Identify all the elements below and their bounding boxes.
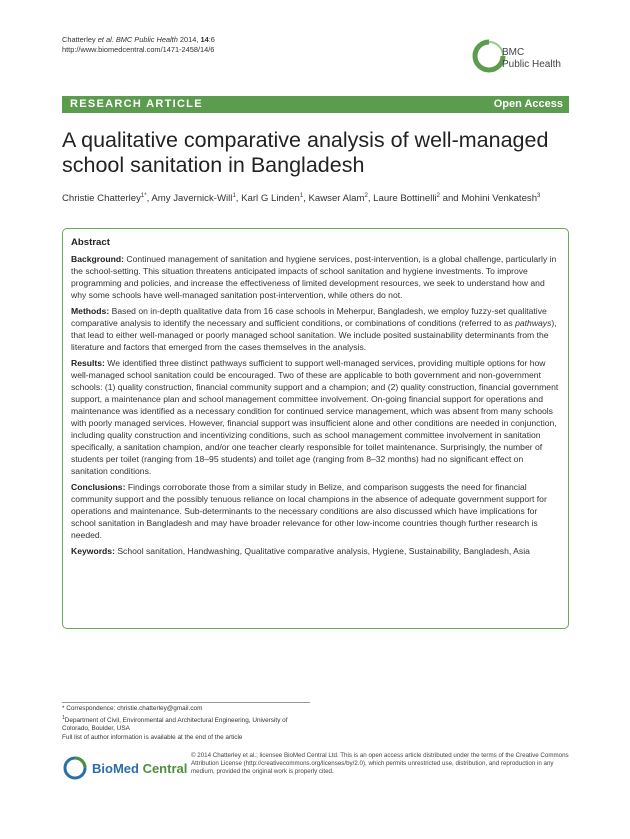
article-url[interactable]: http://www.biomedcentral.com/1471-2458/14/6 <box>62 45 215 54</box>
author-separator: , <box>367 193 374 205</box>
author-name[interactable]: Christie Chatterley <box>62 193 141 205</box>
author-affiliation-sup: 2 <box>364 193 368 199</box>
section-label: Results: <box>71 358 105 368</box>
journal-logo-icon <box>472 39 506 73</box>
citation-line <box>62 35 215 45</box>
author-name[interactable]: Amy Javernick-Will <box>151 193 233 205</box>
license-text: © 2014 Chatterley et al.; licensee BioMed Central Ltd. This is an open access article distributed under the terms of the Creative Commons Attribution License (http://creativecommons.org/licenses/by/2.0), which permits unrestricted use, distribution, and reproduction in any medium, provided the original work is properly cited. <box>191 752 569 776</box>
section-text: Findings corroborate those from a similar study in Belize, and comparison suggests the need for financial community support and the possibly tenuous reliance on local champions in the absence of adequate government support for operations and maintenance. Sub-determinants to the necessary conditions are also discussed which have implications for school sanitation in Bangladesh and may have broader relevance for other low-income countries though further research is needed. <box>71 482 547 540</box>
abstract-methods <box>71 305 561 353</box>
section-text: School sanitation, Handwashing, Qualitative comparative analysis, Hygiene, Sustainability, Bangladesh, Asia <box>114 546 530 556</box>
affiliation-text: Department of Civil, Environmental and Architectural Engineering, University of Colorado, Boulder, USA <box>62 716 288 733</box>
open-access-label: Open Access <box>493 98 563 110</box>
author-affiliation-sup: 3 <box>537 193 541 199</box>
author-name[interactable]: Kawser Alam <box>308 193 365 205</box>
author-affiliation-sup: 2 <box>436 193 440 199</box>
author-name[interactable]: Mohini Venkatesh <box>461 193 538 205</box>
abstract-box <box>62 228 569 629</box>
section-label: Background: <box>71 254 124 264</box>
journal-logo-line2: Public Health <box>502 59 561 70</box>
abstract-heading: Abstract <box>71 237 110 248</box>
section-text: ), that lead to either well-managed or poorly managed school sanitation. We include posited sustainability determinants from the literature and factors that emerged from the cases themselves in the analysis. <box>71 318 557 352</box>
citation-page: :6 <box>208 35 215 44</box>
article-title: A qualitative comparative analysis of well-managed school sanitation in Bangladesh <box>62 128 549 177</box>
publisher-name-b: Central <box>138 761 188 776</box>
author-affiliation-sup: 1* <box>140 193 147 199</box>
abstract-results <box>71 357 561 477</box>
footnote-divider <box>62 702 310 703</box>
abstract-background <box>71 253 561 301</box>
author-list <box>62 190 582 205</box>
author-separator: and <box>439 193 462 205</box>
author-affiliation-sup: 1 <box>232 193 236 199</box>
citation-authors: Chatterley <box>62 35 98 44</box>
journal-logo-text <box>502 47 561 71</box>
citation-year: 2014, <box>177 35 201 44</box>
journal-logo <box>472 37 582 83</box>
section-text: Based on in-depth qualitative data from 16 case schools in Meherpur, Bangladesh, we employ fuzzy-set qualitative comparative analysis to identify the necessary and sufficient conditions, or combinations of conditions (referred to as <box>71 306 547 328</box>
author-separator: , <box>146 193 152 205</box>
citation-header <box>62 35 215 55</box>
publisher-name-a: BioMed <box>92 761 139 776</box>
abstract-conclusions <box>71 481 561 541</box>
biomed-central-logo-icon <box>62 755 88 781</box>
abstract-keywords <box>71 545 561 557</box>
section-text: We identified three distinct pathways sufficient to support well-managed services, providing multiple options for how well-managed school sanitation could be encouraged. Two of these are applicable to both government and non-government schools: (1) quality construction, financial community support and a champion; and (2) quality construction, financial government support, a maintenance plan and school management committee involvement. On-going financial support for operations and maintenance was identified as a necessary condition for continued service management, which was absent from many schools with poorly managed services. However, financial support was insufficient alone and other conditions are needed in conjunction, including quality construction and incentivizing conditions, such as school management committee involvement in sanitation specifically, a sanitation champion, and/or one teacher clearly responsible for toilet maintenance. Surprisingly, the number of students per toilet (ranging from 18–95 students) and toilet age (ranging from 8–32 months) had no significant effect on sanitation conditions. <box>71 358 559 476</box>
affiliation-note <box>62 714 312 734</box>
correspondence-note[interactable]: * Correspondence: christie.chatterley@gmail.com <box>62 705 203 712</box>
section-text-italic: pathways <box>515 318 552 328</box>
publisher-logo <box>62 755 188 783</box>
section-label: Methods: <box>71 306 110 316</box>
article-type-banner <box>62 96 569 113</box>
abstract-body <box>71 253 561 561</box>
section-text: Continued management of sanitation and hygiene services, post-intervention, is a global challenge, particularly in the school-setting. This situation threatens anticipated impacts of school sanitation and hygiene investments. To improve programming and policies, and increase the effectiveness of limited development resources, we seek to understand how and why some schools have well-managed sanitation post-intervention, while others do not. <box>71 254 557 300</box>
author-name[interactable]: Karl G Linden <box>241 193 300 205</box>
section-label: Conclusions: <box>71 482 126 492</box>
article-type-label: RESEARCH ARTICLE <box>70 98 203 110</box>
author-separator: , <box>303 193 309 205</box>
author-separator: , <box>235 193 242 205</box>
affiliation-sup: 1 <box>62 714 65 721</box>
footnotes <box>62 705 312 743</box>
publisher-name <box>92 761 187 776</box>
citation-volume: 14 <box>200 35 209 44</box>
author-info-note: Full list of author information is available at the end of the article <box>62 733 243 741</box>
section-label: Keywords: <box>71 546 115 556</box>
journal-logo-line1: BMC <box>502 47 525 58</box>
author-affiliation-sup: 1 <box>299 193 304 199</box>
author-name[interactable]: Laure Bottinelli <box>373 193 437 205</box>
citation-journal: et al. BMC Public Health <box>97 35 178 44</box>
